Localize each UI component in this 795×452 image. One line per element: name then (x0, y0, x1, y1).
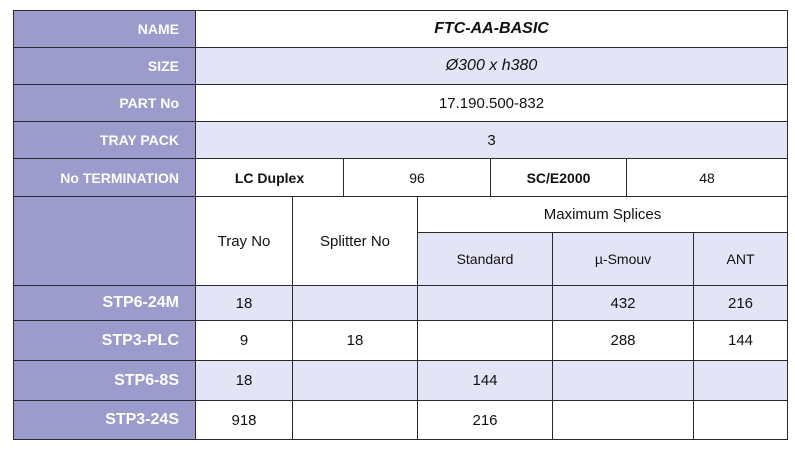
smouv-cell: 288 (553, 321, 694, 361)
row-name: STP3-24S (14, 401, 196, 440)
name-row (14, 11, 788, 48)
table-row (14, 361, 788, 401)
splitter-cell (293, 286, 418, 321)
smouv-cell (553, 401, 694, 440)
part-no-value: 17.190.500-832 (196, 85, 788, 122)
splitter-cell (293, 401, 418, 440)
column-header-row (14, 197, 788, 233)
corner-cell (14, 197, 196, 286)
part-no-row (14, 85, 788, 122)
table-row (14, 321, 788, 361)
table-row (14, 401, 788, 440)
termination-count-2: 48 (627, 159, 788, 197)
name-label: NAME (14, 11, 196, 48)
termination-type-2: SC/E2000 (491, 159, 627, 197)
tray-pack-label: TRAY PACK (14, 122, 196, 159)
tray-cell: 918 (196, 401, 293, 440)
tray-pack-row (14, 122, 788, 159)
smouv-cell: 432 (553, 286, 694, 321)
row-name: STP6-24M (14, 286, 196, 321)
row-name: STP6-8S (14, 361, 196, 401)
termination-row (14, 159, 788, 197)
smouv-cell (553, 361, 694, 401)
termination-type-1: LC Duplex (196, 159, 344, 197)
standard-cell (418, 321, 553, 361)
standard-cell: 144 (418, 361, 553, 401)
max-splices-header: Maximum Splices (418, 197, 788, 233)
termination-count-1: 96 (344, 159, 491, 197)
size-row (14, 48, 788, 85)
tray-pack-value: 3 (196, 122, 788, 159)
tray-cell: 18 (196, 286, 293, 321)
tray-cell: 9 (196, 321, 293, 361)
ant-cell: 144 (694, 321, 788, 361)
ant-cell: 216 (694, 286, 788, 321)
table-row (14, 286, 788, 321)
splitter-cell: 18 (293, 321, 418, 361)
product-spec-table (13, 10, 788, 440)
ant-header: ANT (694, 233, 788, 286)
size-value: Ø300 x h380 (196, 48, 788, 85)
splitter-cell (293, 361, 418, 401)
tray-cell: 18 (196, 361, 293, 401)
splitter-no-header: Splitter No (293, 197, 418, 286)
ant-cell (694, 401, 788, 440)
row-name: STP3-PLC (14, 321, 196, 361)
name-value: FTC-AA-BASIC (196, 11, 788, 48)
size-label: SIZE (14, 48, 196, 85)
standard-header: Standard (418, 233, 553, 286)
smouv-header: µ-Smouv (553, 233, 694, 286)
part-no-label: PART No (14, 85, 196, 122)
standard-cell (418, 286, 553, 321)
standard-cell: 216 (418, 401, 553, 440)
termination-label: No TERMINATION (14, 159, 196, 197)
tray-no-header: Tray No (196, 197, 293, 286)
ant-cell (694, 361, 788, 401)
